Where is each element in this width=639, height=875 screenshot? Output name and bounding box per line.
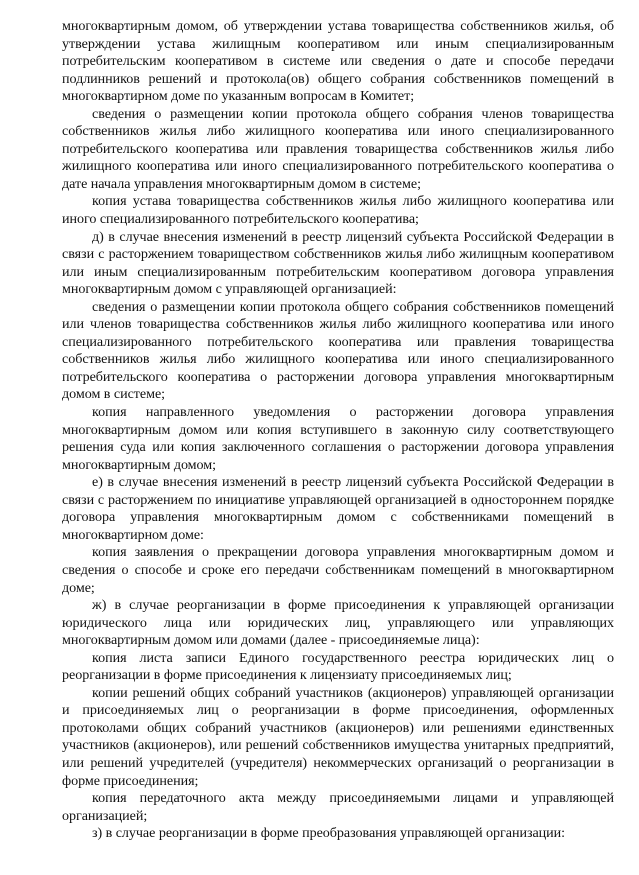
paragraph-4: д) в случае внесения изменений в реестр лицензий субъекта Российской Федерации в связи с расторжением товариществом собственников жилья либо жилищным кооперативом или иным специализированным потребительским кооперативом договора управления многоквартирным домом с управляющей организацией: bbox=[62, 228, 614, 298]
paragraph-10: копия листа записи Единого государственного реестра юридических лиц о реорганизации в форме присоединения к лицензиату присоединяемых лиц; bbox=[62, 649, 614, 684]
paragraph-2: сведения о размещении копии протокола общего собрания членов товарищества собственников жилья либо жилищного кооператива или иного специализированного потребительского кооператива или правления товарищества собственников жилья либо жилищного кооператива или иного специализированного потребительского кооператива о дате начала управления многоквартирным домом в системе; bbox=[62, 105, 614, 192]
paragraph-13: з) в случае реорганизации в форме преобразования управляющей организации: bbox=[92, 825, 566, 842]
paragraph-9: ж) в случае реорганизации в форме присоединения к управляющей организации юридического лица или юридических лиц, управляющего или управляющих многоквартирным домом или домами (далее - присоединяемые лица): bbox=[62, 597, 614, 649]
paragraph-7: е) в случае внесения изменений в реестр лицензий субъекта Российской Федерации в связи с расторжением по инициативе управляющей организацией в одностороннем порядке договора управления многоквартирным домом с собственниками помещений в многоквартирном доме: bbox=[62, 474, 614, 543]
document-page bbox=[62, 18, 614, 843]
paragraph-5: сведения о размещении копии протокола общего собрания собственников помещений или членов товарищества собственников жилья либо жилищного кооператива или иного специализированного потребительского кооператива или правления товарищества собственников жилья либо жилищного кооператива или иного специализированного потребительского кооператива о расторжении договора управления многоквартирным домом в системе; bbox=[62, 298, 614, 403]
paragraph-12: копия передаточного акта между присоединяемыми лицами и управляющей организацией; bbox=[62, 790, 614, 824]
paragraph-11: копии решений общих собраний участников (акционеров) управляющей организации и присоединяемых лиц о реорганизации в форме присоединения, оформленных протоколами общих собраний участников (акционеров) или решениями единственных участников (акционеров), или решений собственников имущества унитарных предприятий, или решений учредителей (учредителя) некоммерческих организаций о реорганизации в форме присоединения; bbox=[62, 684, 614, 789]
paragraph-6: копия направленного уведомления о расторжении договора управления многоквартирным домом или копия вступившего в законную силу соответствующего решения суда или копия заключенного соглашения о расторжении договора управления многоквартирным домом; bbox=[62, 404, 614, 473]
paragraph-8: копия заявления о прекращении договора управления многоквартирным домом и сведения о способе и сроке его передачи собственникам помещений в многоквартирном доме; bbox=[62, 544, 614, 596]
paragraph-1: многоквартирным домом, об утверждении устава товарищества собственников жилья, об утверждении устава жилищным кооперативом или иным специализированным потребительским кооперативом в системе или сведения о дате и способе передачи подлинников решений и протокола(ов) общего собрания собственников помещений в многоквартирном доме по указанным вопросам в Комитет; bbox=[62, 18, 614, 105]
paragraph-3: копия устава товарищества собственников жилья либо жилищного кооператива или иного специализированного потребительского кооператива; bbox=[62, 193, 614, 228]
